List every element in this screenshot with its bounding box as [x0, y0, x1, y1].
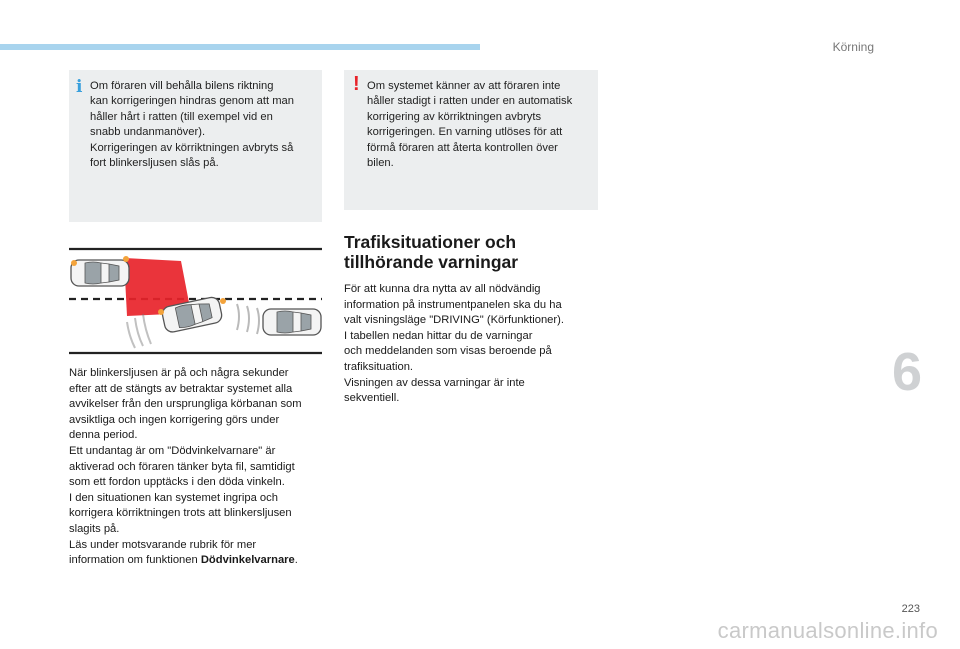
traffic-situations-text: För att kunna dra nytta av all nödvändig information på instrumentpanelen ska du ha valt visningsläge "DRIVING" (Körfunktioner). I tabellen nedan hittar du de varningar och meddelanden som visas beroende på trafiksituation. Visningen av dessa varningar är inte sekventiell. — [344, 283, 564, 405]
indicator-light — [71, 260, 77, 266]
detected-car — [71, 260, 129, 286]
info-box-text: Om föraren vill behålla bilens riktning kan korrigeringen hindras genom att man håller hårt i ratten (till exempel vid en snabb undanmanöver). Korrigeringen av körriktningen avbryts så fort blinkersljusen slås på. — [90, 80, 294, 170]
corrected-car — [263, 309, 321, 335]
indicator-light — [158, 309, 164, 315]
trajectory-ghosts — [237, 304, 259, 334]
warning-box — [344, 70, 598, 210]
trajectory-ghosts — [127, 314, 151, 348]
warning-box-text: Om systemet känner av att föraren inte håller stadigt i ratten under en automatisk korrigering av körriktningen avbryts korrigeringen. En varning utlöses för att förmå föraren att återta kontrollen över bilen. — [367, 80, 573, 170]
section-heading: Trafiksituationer och tillhörande varningar — [344, 232, 519, 272]
info-box — [69, 70, 322, 222]
blinker-explanation-text: När blinkersljusen är på och några sekunder efter att de stängts av betraktar systemet alla avvikelser från den ursprungliga körbanan som avsiktliga och ingen korrigering görs under denna period. Ett undantag är om "Dödvinkelvarnare" är aktiverad och föraren tänker byta fil, samtidigt som ett fordon upptäcks i den döda vinkeln. I den situationen kan systemet ingripa och korrigera körriktningen trots att blinkersljusen slagits på. Läs under motsvarande rubrik för mer information om funktionen Dödvinkelvarnare. — [69, 367, 302, 567]
indicator-light — [123, 256, 129, 262]
header-accent-bar — [0, 44, 480, 50]
section-title: Körning — [832, 40, 874, 54]
page-number: 223 — [901, 603, 920, 615]
warning-icon: ! — [353, 73, 360, 95]
info-icon: i — [76, 77, 83, 97]
lane-change-diagram — [69, 246, 322, 356]
chapter-number: 6 — [892, 342, 923, 402]
watermark: carmanualsonline.info — [717, 618, 938, 643]
function-name-bold: Dödvinkelvarnare — [200, 554, 295, 567]
indicator-light — [220, 298, 226, 304]
